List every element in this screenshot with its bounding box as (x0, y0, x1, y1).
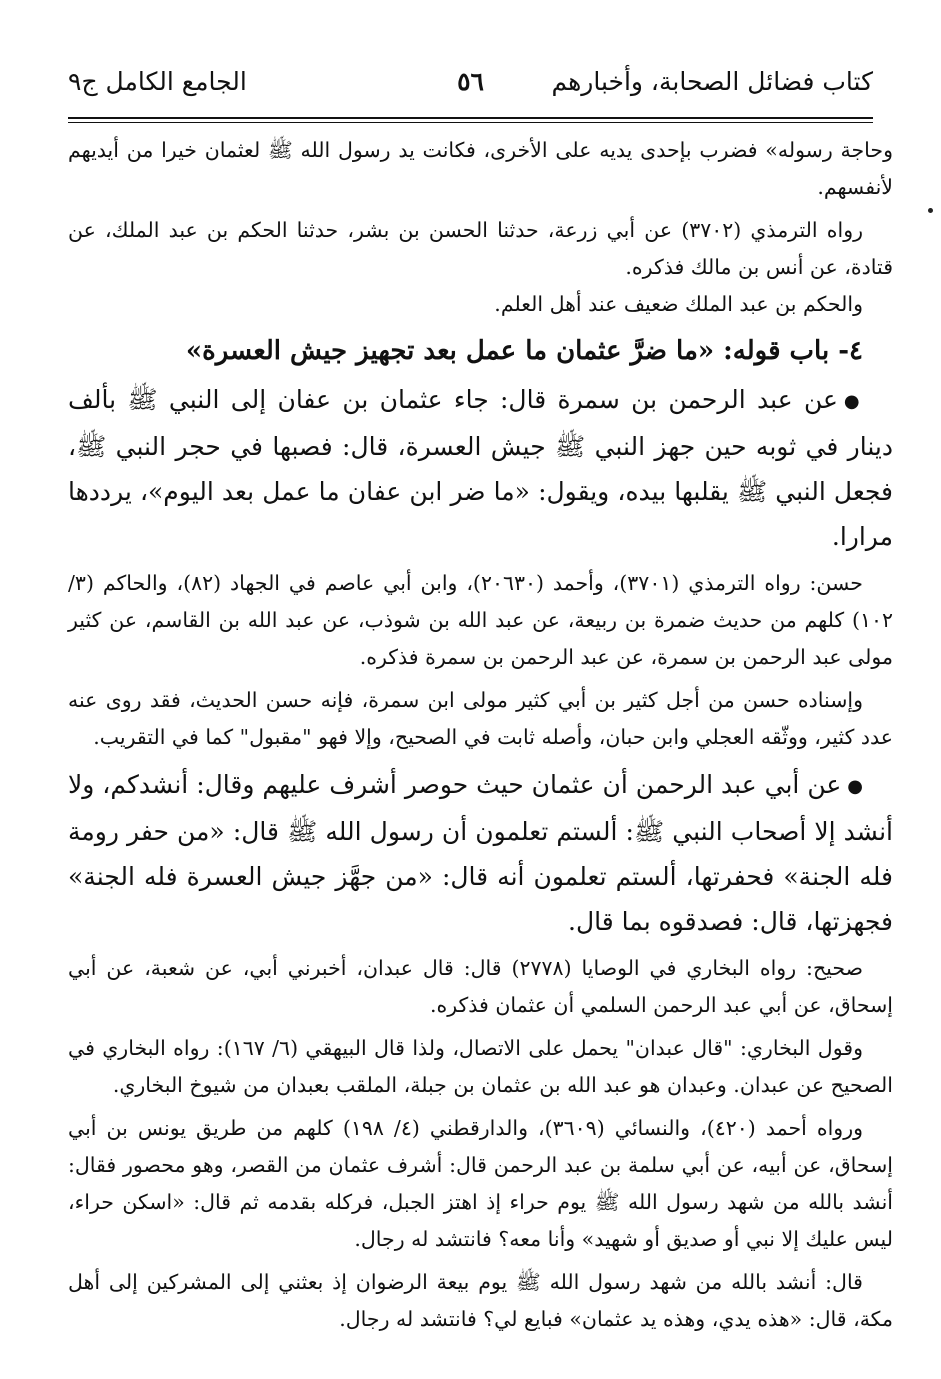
note-paragraph-2: وقول البخاري: "قال عبدان" يحمل على الاتصال، ولذا قال البيهقي (٦/ ١٦٧): رواه البخاري في الصحيح عن عبدان. وعبدان هو عبد الله بن عثمان بن جبلة، الملقب بعبدان من شيوخ البخاري. (68, 1036, 893, 1097)
takhrij-paragraph-2: صحيح: رواه البخاري في الوصايا (٢٧٧٨) قال: قال عبدان، أخبرني أبي، عن شعبة، عن أبي إسحاق، عن أبي عبد الرحمن السلمي أن عثمان فذكره. (68, 956, 893, 1017)
paragraph-continuation: وحاجة رسوله» فضرب بإحدى يديه على الأخرى، فكانت يد رسول الله ﷺ لعثمان خيرا من أيديهم لأنفسهم. (68, 138, 893, 199)
takhrij-paragraph-1: حسن: رواه الترمذي (٣٧٠١)، وأحمد (٢٠٦٣٠)، وابن أبي عاصم في الجهاد (٨٢)، والحاكم (٣/ ١٠٢) كلهم من حديث ضمرة بن ربيعة، عن عبد الله بن شوذب، عن عبد الله بن القاسم، عن كثير مولى عبد الرحمن بن سمرة، عن عبد الرحمن بن سمرة فذكره. (68, 571, 893, 669)
bullet-icon: ● (843, 391, 863, 412)
header-rule-thick (68, 117, 873, 119)
page-body (68, 132, 893, 1338)
header-rule-thin (68, 122, 873, 123)
hadith-text-1: عن عبد الرحمن بن سمرة قال: جاء عثمان بن عفان إلى النبي ﷺ بألف دينار في ثوبه حين جهز النبي ﷺ جيش العسرة، قال: فصبها في حجر النبي ﷺ، فجعل النبي ﷺ يقلبها بيده، ويقول: «ما ضر ابن عفان ما عمل بعد اليوم»، يرددها مرارا. (68, 385, 893, 551)
bullet-icon: ● (847, 776, 863, 797)
hadith-paragraph-1 (68, 377, 893, 559)
paragraph-hakam-note: والحكم بن عبد الملك ضعيف عند أهل العلم. (494, 292, 863, 316)
hadith-paragraph-2 (68, 762, 893, 944)
book-title: كتاب فضائل الصحابة، وأخبارهم (551, 67, 873, 96)
riwaya-paragraph-3: ورواه أحمد (٤٢٠)، والنسائي (٣٦٠٩)، والدارقطني (٤/ ١٩٨) كلهم من طريق يونس بن أبي إسحاق، عن أبيه، عن أبي سلمة بن عبد الرحمن قال: أشرف عثمان من القصر، وهو محصور فقال: أنشد بالله من شهد رسول الله ﷺ يوم حراء إذ اهتز الجبل، فركله بقدمه ثم قال: «اسكن حراء، ليس عليك إلا نبي أو صديق أو شهيد» وأنا معه؟ فانتشد له رجال. (68, 1116, 893, 1251)
page-header (68, 62, 873, 102)
volume-title: الجامع الكامل ج٩ (68, 67, 247, 96)
page-number: ٥٦ (457, 67, 484, 96)
qal-paragraph-4: قال: أنشد بالله من شهد رسول الله ﷺ يوم بيعة الرضوان إذ بعثني إلى المشركين إلى أهل مكة، قال: «هذه يدي، وهذه يد عثمان» فبايع لي؟ فانتشد له رجال. (68, 1270, 893, 1331)
isnad-paragraph-1: وإسناده حسن من أجل كثير بن أبي كثير مولى ابن سمرة، فإنه حسن الحديث، فقد روى عنه عدد كثير، ووثّقه العجلي وابن حبان، وأصله ثابت في الصحيح، وإلا فهو "مقبول" كما في التقريب. (68, 688, 893, 749)
paragraph-takhrij-tirmidhi: رواه الترمذي (٣٧٠٢) عن أبي زرعة، حدثنا الحسن بن بشر، حدثنا الحكم بن عبد الملك، عن قتادة، عن أنس بن مالك فذكره. (68, 218, 893, 279)
chapter-title: ٤- باب قوله: «ما ضرَّ عثمان ما عمل بعد تجهيز جيش العسرة» (185, 336, 863, 366)
margin-dot (928, 208, 933, 213)
hadith-text-2: عن أبي عبد الرحمن أن عثمان حيث حوصر أشرف عليهم وقال: أنشدكم، ولا أنشد إلا أصحاب النبي ﷺ: ألستم تعلمون أن رسول الله ﷺ قال: «من حفر رومة فله الجنة» فحفرتها، ألستم تعلمون أنه قال: «من جهَّز جيش العسرة فله الجنة» فجهزتها، قال: فصدقوه بما قال. (68, 770, 893, 936)
